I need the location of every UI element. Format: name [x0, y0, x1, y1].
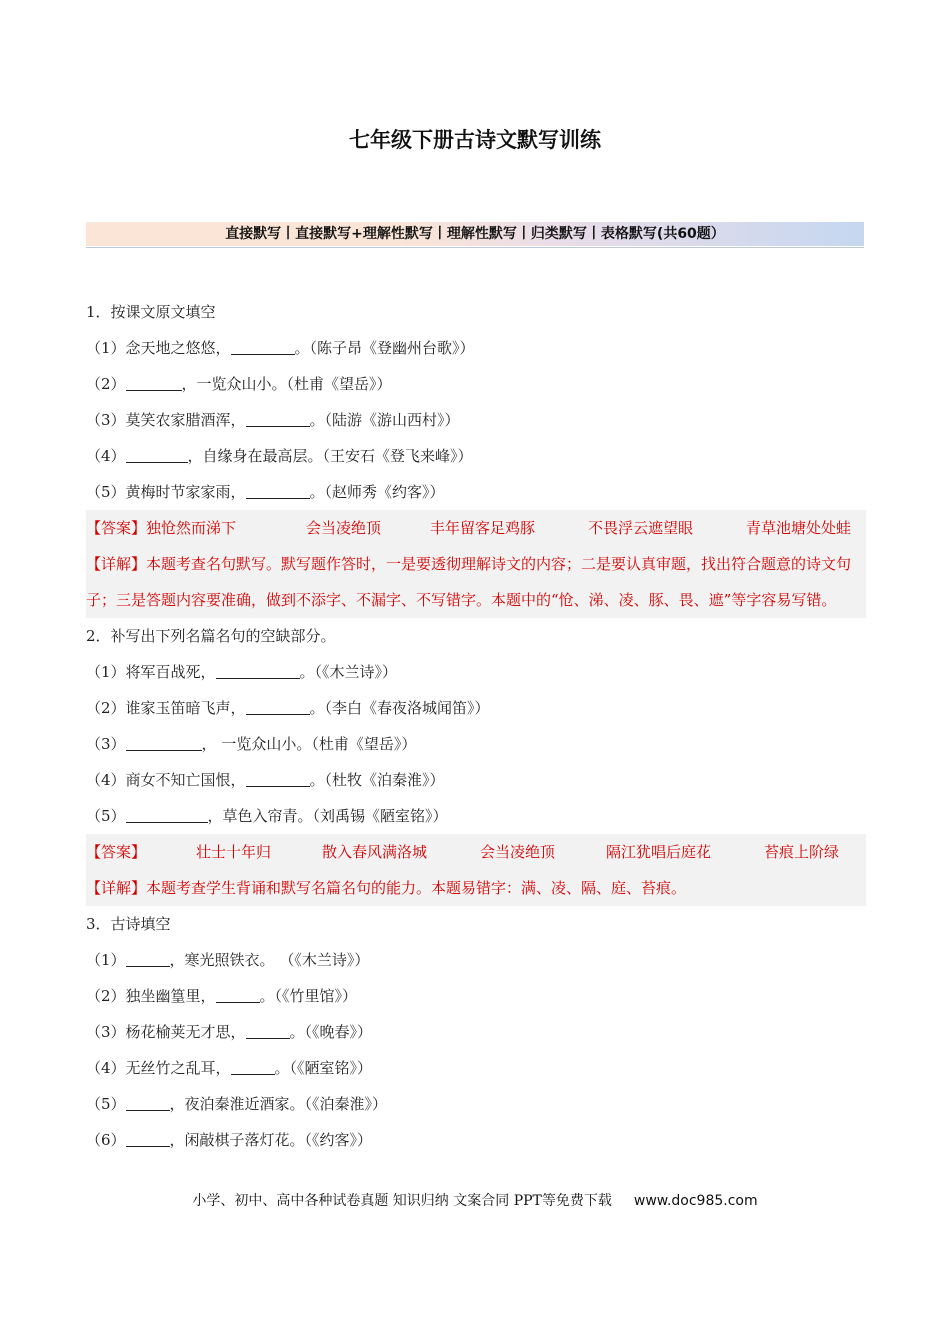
- answer-blank[interactable]: [126, 444, 188, 463]
- answer-item: 青草池塘处处蛙: [746, 519, 852, 537]
- question-2-heading: 2．补写出下列名篇名句的空缺部分。: [86, 627, 336, 645]
- q1-item-4: （4） ，自缘身在最高层。（王安石《登飞来峰》）: [86, 438, 866, 474]
- q2-item-5: （5） ，草色入帘青。（刘禹锡《陋室铭》）: [86, 798, 866, 834]
- detail-text: 本题考查名句默写。默写题作答时，一是要透彻理解诗文的内容；二是要认真审题，找出符合题意的诗文句子；三是答题内容要准确，做到不添字、不漏字、不写错字。本题中的“怆、涕、凌、豚、畏、遮”等字容易写错。: [86, 555, 852, 609]
- answer-blank[interactable]: [246, 480, 310, 499]
- answer-label: 【答案】: [86, 519, 147, 537]
- answer-item: 会当凌绝顶: [306, 519, 382, 537]
- detail-text: 本题考查学生背诵和默写名篇名句的能力。本题易错字：满、凌、隔、庭、苔痕。: [146, 879, 687, 897]
- banner-text: 直接默写丨直接默写+理解性默写丨理解性默写丨归类默写丨表格默写(共60题）: [225, 226, 725, 242]
- section-banner: [86, 222, 864, 246]
- answer-item: 壮士十年归: [196, 843, 272, 861]
- q1-detail: [86, 546, 866, 618]
- answer-blank[interactable]: [126, 804, 208, 823]
- answer-blank[interactable]: [126, 1092, 170, 1111]
- q3-item-6: （6） ，闲敲棋子落灯花。（《约客》）: [86, 1122, 866, 1158]
- answer-blank[interactable]: [231, 336, 295, 355]
- answer-item: 会当凌绝顶: [480, 843, 556, 861]
- answer-blank[interactable]: [246, 408, 310, 427]
- answer-blank[interactable]: [216, 660, 300, 679]
- q2-item-1: （1）将军百战死， 。（《木兰诗》）: [86, 654, 866, 690]
- detail-label: 【详解】: [86, 879, 147, 897]
- answer-blank[interactable]: [231, 1056, 275, 1075]
- answer-blank[interactable]: [246, 696, 310, 715]
- q1-answer-row: [86, 510, 866, 546]
- footer-url[interactable]: www.doc985.com: [633, 1193, 758, 1209]
- banner-rule: [86, 247, 864, 248]
- q1-item-1: （1）念天地之悠悠， 。（陈子昂《登幽州台歌》）: [86, 330, 866, 366]
- answer-blank[interactable]: [126, 732, 202, 751]
- answer-item: 丰年留客足鸡豚: [430, 519, 536, 537]
- q3-item-3: （3）杨花榆荚无才思， 。（《晚春》）: [86, 1014, 866, 1050]
- q2-item-4: （4）商女不知亡国恨， 。（杜牧《泊秦淮》）: [86, 762, 866, 798]
- answer-item: 苔痕上阶绿: [764, 843, 840, 861]
- answer-blank[interactable]: [126, 372, 182, 391]
- q2-detail: [86, 870, 866, 906]
- page-title: 七年级下册古诗文默写训练: [349, 128, 601, 152]
- q3-item-1: （1） ，寒光照铁衣。 （《木兰诗》）: [86, 942, 866, 978]
- answer-item: 不畏浮云遮望眼: [588, 519, 694, 537]
- answer-item: 散入春风满洛城: [322, 843, 428, 861]
- answer-blank[interactable]: [126, 948, 170, 967]
- question-1-heading: 1．按课文原文填空: [86, 303, 216, 321]
- q3-item-5: （5） ，夜泊秦淮近酒家。（《泊秦淮》）: [86, 1086, 866, 1122]
- q2-item-2: （2）谁家玉笛暗飞声， 。（李白《春夜洛城闻笛》）: [86, 690, 866, 726]
- q3-item-2: （2）独坐幽篁里， 。（《竹里馆》）: [86, 978, 866, 1014]
- answer-blank[interactable]: [246, 768, 310, 787]
- answer-label: 【答案】: [86, 843, 147, 861]
- question-3-heading: 3．古诗填空: [86, 915, 171, 933]
- q3-item-4: （4）无丝竹之乱耳， 。（《陋室铭》）: [86, 1050, 866, 1086]
- answer-blank[interactable]: [126, 1128, 170, 1147]
- q1-item-5: （5）黄梅时节家家雨， 。（赵师秀《约客》）: [86, 474, 866, 510]
- q2-answer-row: [86, 834, 866, 870]
- page-footer: [0, 1190, 950, 1210]
- worksheet-content: [86, 294, 866, 1158]
- answer-blank[interactable]: [216, 984, 260, 1003]
- answer-item: 隔江犹唱后庭花: [606, 843, 712, 861]
- q1-item-3: （3）莫笑农家腊酒浑， 。（陆游《游山西村》）: [86, 402, 866, 438]
- q2-item-3: （3） ， 一览众山小。（杜甫《望岳》）: [86, 726, 866, 762]
- footer-text: 小学、初中、高中各种试卷真题 知识归纳 文案合同 PPT等免费下载: [192, 1193, 612, 1209]
- detail-label: 【详解】: [86, 555, 147, 573]
- q1-item-2: （2） ，一览众山小。（杜甫《望岳》）: [86, 366, 866, 402]
- answer-item: 独怆然而涕下: [146, 519, 237, 537]
- answer-blank[interactable]: [246, 1020, 290, 1039]
